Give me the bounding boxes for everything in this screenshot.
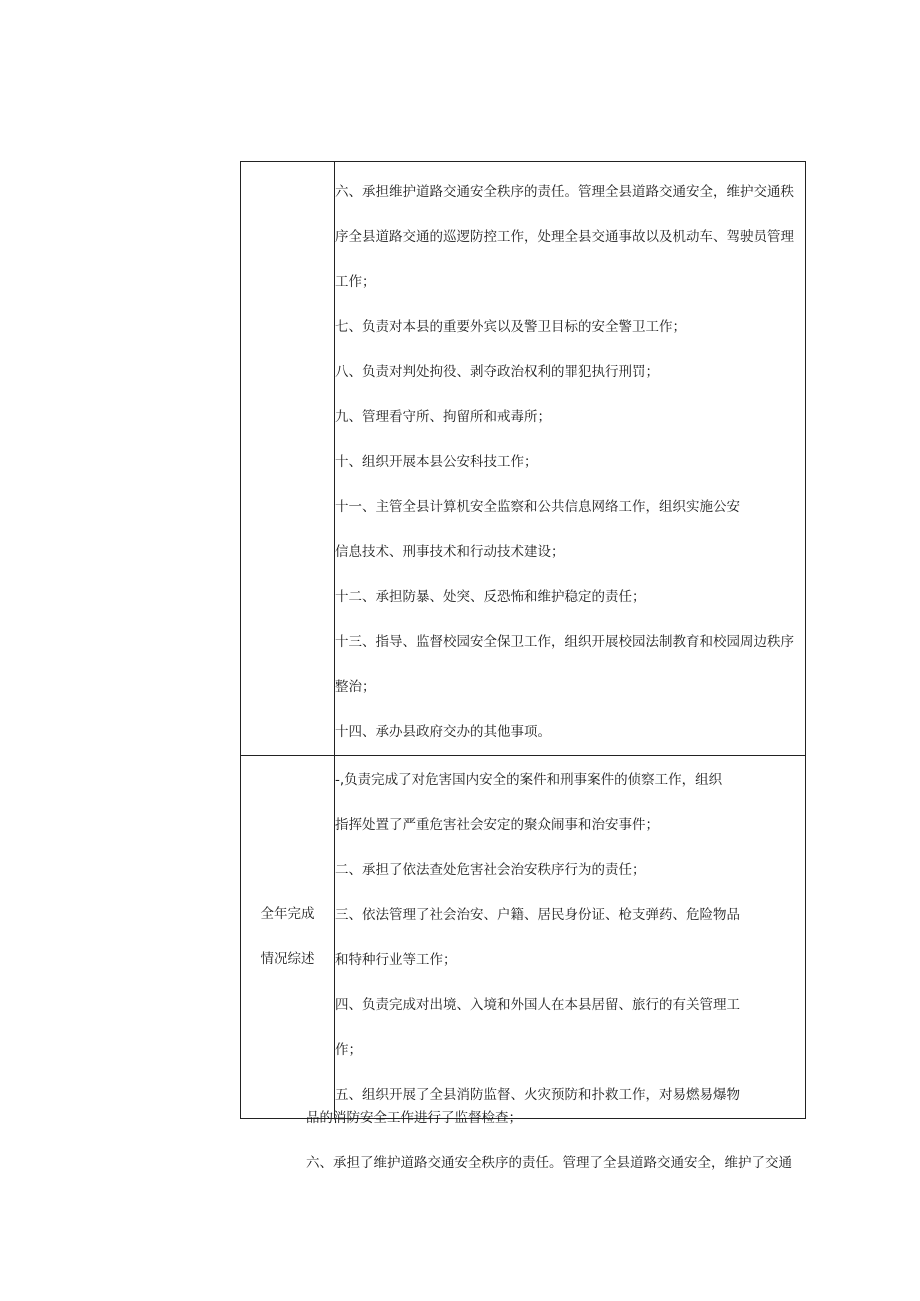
row2-line: 二、承担了依法查处危害社会治安秩序行为的责任； [335,862,646,878]
row1-line: 十、组织开展本县公安科技工作； [335,454,538,470]
row1-line: 整治； [335,679,376,695]
row-label-cell [241,756,335,1119]
annual-summary-text [335,756,805,1118]
row2-line: 四、负责完成对出境、入境和外国人在本县居留、旅行的有关管理工 [335,997,740,1013]
row-label-line2: 情况综述 [260,951,315,967]
duties-table [240,161,806,1119]
row1-line: 八、负责对判处拘役、剥夺政治权利的罪犯执行刑罚； [335,364,659,380]
row2-line: 作； [335,1042,362,1058]
row2-line: 指挥处置了严重危害社会安定的聚众闹事和治安事件； [335,817,659,833]
responsibilities-cell [335,162,806,756]
annual-summary-cell [335,756,806,1119]
row1-line: 十三、指导、监督校园安全保卫工作，组织开展校园法制教育和校园周边秩序 [335,634,794,650]
row1-line: 九、管理看守所、拘留所和戒毒所； [335,409,551,425]
table-row [241,162,806,756]
row1-line: 十二、承担防暴、处突、反恐怖和维护稳定的责任； [335,589,646,605]
row1-line: 七、负责对本县的重要外宾以及警卫目标的安全警卫工作； [335,319,686,335]
row1-line: 十一、主管全县计算机安全监察和公共信息网络工作，组织实施公安 [335,499,740,515]
table-row [241,756,806,1119]
row1-line: 工作； [335,274,376,290]
responsibilities-text [335,162,805,755]
row-label-cell [241,162,335,756]
continuation-line-1: 品的消防安全工作进行了监督检查； [306,1110,522,1126]
row1-line: 信息技术、刑事技术和行动技术建设； [335,544,565,560]
row-label-line1: 全年完成 [260,906,315,922]
row2-line: 三、依法管理了社会治安、户籍、居民身份证、枪支弹药、危险物品 [335,907,740,923]
row1-line: 序全县道路交通的巡逻防控工作，处理全县交通事故以及机动车、驾驶员管理 [335,229,794,245]
row2-line: -,负责完成了对危害国内安全的案件和刑事案件的侦察工作，组织 [335,772,723,788]
row2-line: 五、组织开展了全县消防监督、火灾预防和扑救工作，对易燃易爆物 [335,1087,740,1103]
row2-line: 和特种行业等工作； [335,952,457,968]
row1-line: 六、承担维护道路交通安全秩序的责任。管理全县道路交通安全，维护交通秩 [335,184,794,200]
row1-line: 十四、承办县政府交办的其他事项。 [335,724,551,740]
continuation-line-2: 六、承担了维护道路交通安全秩序的责任。管理了全县道路交通安全，维护了交通 [306,1155,792,1171]
